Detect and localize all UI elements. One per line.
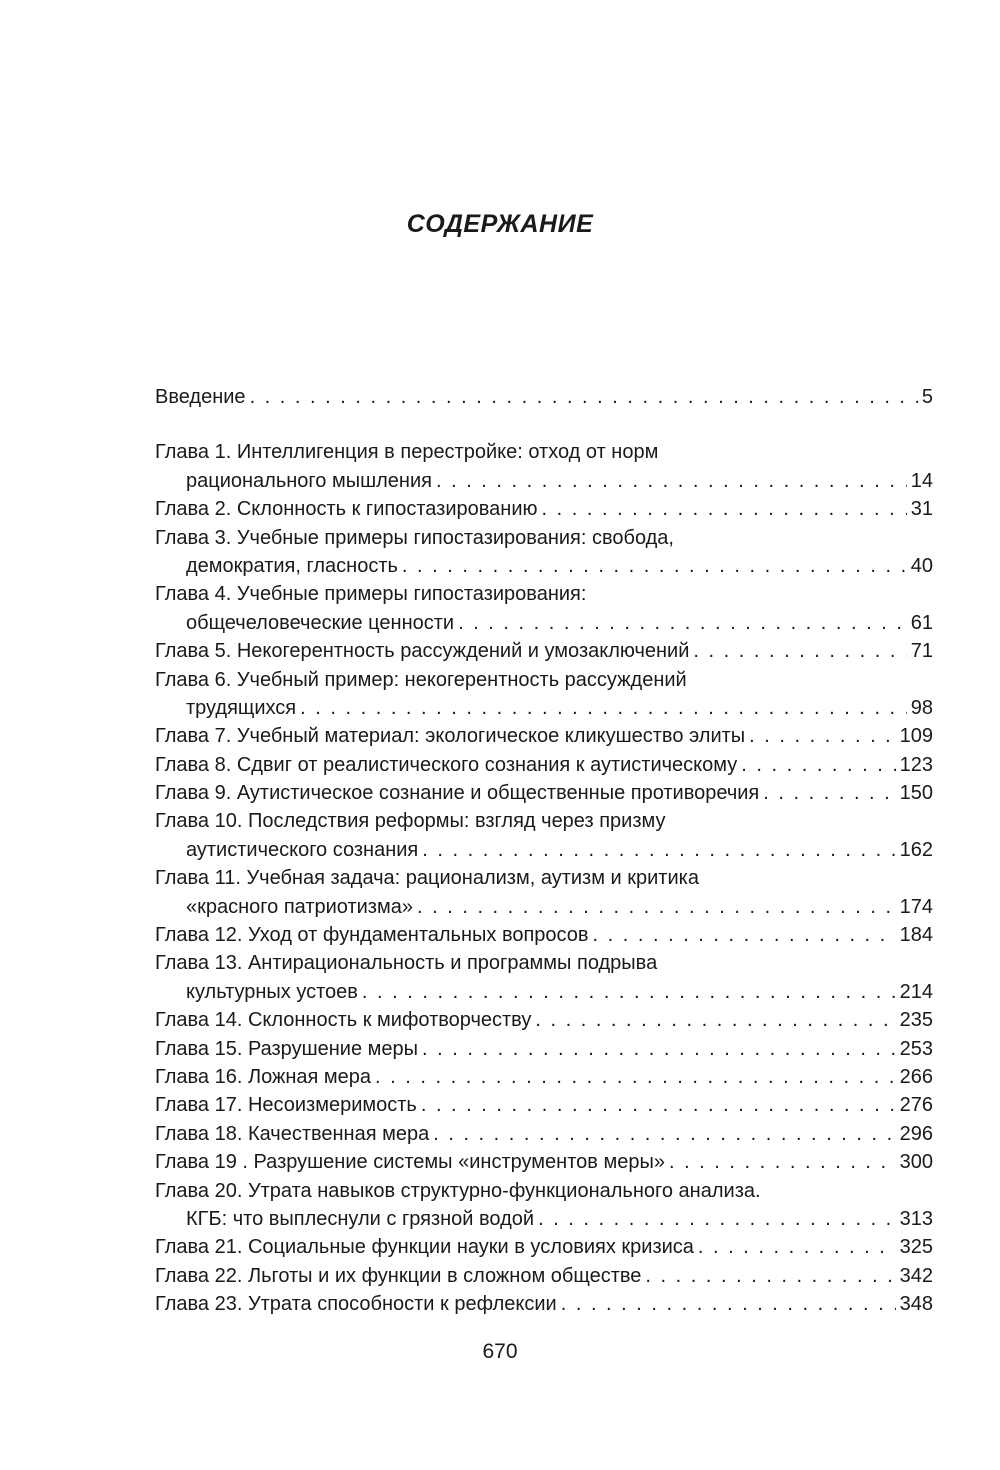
toc-entry-text: Глава 15. Разрушение меры xyxy=(155,1037,419,1060)
toc-page-number: 342 xyxy=(899,1264,933,1287)
toc-entry-chapter-7 xyxy=(155,725,933,753)
toc-entry-chapter-17 xyxy=(155,1094,933,1122)
toc-entry-text: Глава 19 . Разрушение системы «инструментов меры» xyxy=(155,1151,665,1174)
toc-entry-text: аутистического сознания xyxy=(186,838,419,861)
dot-leader xyxy=(421,1094,896,1117)
toc-page-number: 71 xyxy=(910,640,933,663)
toc-entry-text: Глава 10. Последствия реформы: взгляд через призму xyxy=(155,810,666,833)
dot-leader xyxy=(749,725,895,748)
toc-entry-text: демократия, гласность xyxy=(186,554,398,577)
toc-entry-chapter-6 xyxy=(155,669,933,697)
toc-entry-chapter-9 xyxy=(155,782,933,810)
toc-page-number: 31 xyxy=(910,498,933,521)
toc-entry-text: Глава 2. Склонность к гипостазированию xyxy=(155,498,538,521)
dot-leader xyxy=(593,924,896,947)
dot-leader xyxy=(402,555,907,578)
toc-page-number: 348 xyxy=(899,1293,933,1316)
dot-leader xyxy=(362,981,896,1004)
dot-leader xyxy=(763,782,895,805)
toc-entry-chapter-3 xyxy=(155,527,933,555)
toc-entry-text: Глава 3. Учебные примеры гипостазирования: свобода, xyxy=(155,526,674,549)
toc-entry-chapter-10-cont xyxy=(155,839,933,867)
toc-entry-text: культурных устоев xyxy=(186,980,358,1003)
dot-leader xyxy=(433,1123,895,1146)
toc-entry-chapter-10 xyxy=(155,810,933,838)
toc-entry-chapter-13 xyxy=(155,952,933,980)
dot-leader xyxy=(375,1066,896,1089)
toc-page-number: 174 xyxy=(899,895,933,918)
toc-page-number: 266 xyxy=(899,1065,933,1088)
toc-page-number: 300 xyxy=(899,1151,933,1174)
toc-entry-chapter-2 xyxy=(155,498,933,526)
toc-page-number: 109 xyxy=(899,725,933,748)
dot-leader xyxy=(538,1208,896,1231)
toc-entry-chapter-16 xyxy=(155,1066,933,1094)
dot-leader xyxy=(669,1151,896,1174)
table-of-contents xyxy=(155,386,933,1322)
toc-entry-text: Введение xyxy=(155,386,246,408)
toc-page-number: 98 xyxy=(910,696,933,719)
dot-leader xyxy=(535,1009,895,1032)
toc-entry-text: Глава 18. Качественная мера xyxy=(155,1122,430,1145)
toc-entry-chapter-20-cont xyxy=(155,1208,933,1236)
toc-entry-text: Глава 5. Некогерентность рассуждений и умозаключений xyxy=(155,640,690,663)
dot-leader xyxy=(422,839,895,862)
toc-entry-chapter-13-cont xyxy=(155,981,933,1009)
dot-leader xyxy=(693,640,906,663)
toc-entry-chapter-11-cont xyxy=(155,896,933,924)
toc-entry-text: общечеловеческие ценности xyxy=(186,611,455,634)
toc-entry-chapter-14 xyxy=(155,1009,933,1037)
dot-leader xyxy=(250,386,918,409)
toc-page-number: 150 xyxy=(899,782,933,805)
toc-entry-chapter-4 xyxy=(155,583,933,611)
toc-entry-chapter-3-cont xyxy=(155,555,933,583)
toc-entry-text: Глава 1. Интеллигенция в перестройке: отход от норм xyxy=(155,441,659,464)
toc-entry-text: рационального мышления xyxy=(186,469,432,492)
page-title: СОДЕРЖАНИЕ xyxy=(406,210,594,238)
toc-entry-chapter-1 xyxy=(155,441,933,469)
toc-page-number: 313 xyxy=(899,1207,933,1230)
toc-entry-introduction xyxy=(155,386,933,414)
toc-entry-chapter-18 xyxy=(155,1123,933,1151)
dot-leader xyxy=(645,1265,895,1288)
toc-entry-chapter-12 xyxy=(155,924,933,952)
toc-entry-chapter-21 xyxy=(155,1236,933,1264)
toc-page-number: 14 xyxy=(910,469,933,492)
toc-entry-chapter-15 xyxy=(155,1038,933,1066)
toc-page-number: 184 xyxy=(899,924,933,947)
toc-page-number: 123 xyxy=(899,753,933,776)
toc-entry-text: Глава 11. Учебная задача: рационализм, аутизм и критика xyxy=(155,867,699,890)
toc-entry-text: Глава 4. Учебные примеры гипостазирования: xyxy=(155,583,587,606)
toc-entry-chapter-20 xyxy=(155,1180,933,1208)
toc-page-number: 162 xyxy=(899,838,933,861)
toc-entry-chapter-4-cont xyxy=(155,612,933,640)
toc-page-number: 325 xyxy=(899,1236,933,1259)
dot-leader xyxy=(698,1236,896,1259)
toc-entry-chapter-22 xyxy=(155,1265,933,1293)
toc-entry-text: Глава 16. Ложная мера xyxy=(155,1065,372,1088)
toc-entry-text: КГБ: что выплеснули с грязной водой xyxy=(186,1207,535,1230)
dot-leader xyxy=(458,612,907,635)
toc-page-number: 235 xyxy=(899,1009,933,1032)
dot-leader xyxy=(300,697,907,720)
toc-entry-text: Глава 8. Сдвиг от реалистического сознания к аутистическому xyxy=(155,753,738,776)
toc-entry-text: Глава 14. Склонность к мифотворчеству xyxy=(155,1009,532,1032)
toc-entry-text: Глава 22. Льготы и их функции в сложном обществе xyxy=(155,1264,642,1287)
toc-entry-chapter-11 xyxy=(155,867,933,895)
dot-leader xyxy=(417,896,896,919)
toc-page-number: 40 xyxy=(910,554,933,577)
dot-leader xyxy=(422,1038,896,1061)
dot-leader xyxy=(436,470,907,493)
toc-page-number: 276 xyxy=(899,1094,933,1117)
page-folio-number: 670 xyxy=(482,1340,518,1363)
toc-entry-text: Глава 6. Учебный пример: некогерентность рассуждений xyxy=(155,668,687,691)
toc-entry-chapter-8 xyxy=(155,754,933,782)
toc-entry-text: Глава 7. Учебный материал: экологическое кликушество элиты xyxy=(155,725,746,748)
toc-entry-text: «красного патриотизма» xyxy=(186,895,413,918)
toc-entry-chapter-19 xyxy=(155,1151,933,1179)
toc-page-number: 214 xyxy=(899,980,933,1003)
toc-entry-text: Глава 20. Утрата навыков структурно-функционального анализа. xyxy=(155,1179,761,1202)
toc-entry-text: трудящихся xyxy=(186,696,297,719)
toc-entry-text: Глава 12. Уход от фундаментальных вопросов xyxy=(155,924,589,947)
toc-page-number: 5 xyxy=(921,386,933,408)
toc-entry-text: Глава 13. Антирациональность и программы подрыва xyxy=(155,952,658,975)
dot-leader xyxy=(741,754,895,777)
toc-page-number: 61 xyxy=(910,611,933,634)
toc-entry-chapter-23 xyxy=(155,1293,933,1321)
toc-entry-text: Глава 23. Утрата способности к рефлексии xyxy=(155,1293,557,1316)
toc-entry-text: Глава 9. Аутистическое сознание и общественные противоречия xyxy=(155,782,760,805)
toc-page-number: 253 xyxy=(899,1037,933,1060)
toc-entry-chapter-5 xyxy=(155,640,933,668)
toc-entry-text: Глава 17. Несоизмеримость xyxy=(155,1094,417,1117)
toc-entry-chapter-1-cont xyxy=(155,470,933,498)
dot-leader xyxy=(542,498,907,521)
toc-page-number: 296 xyxy=(899,1122,933,1145)
dot-leader xyxy=(561,1293,896,1316)
toc-entry-text: Глава 21. Социальные функции науки в условиях кризиса xyxy=(155,1236,694,1259)
toc-entry-chapter-6-cont xyxy=(155,697,933,725)
